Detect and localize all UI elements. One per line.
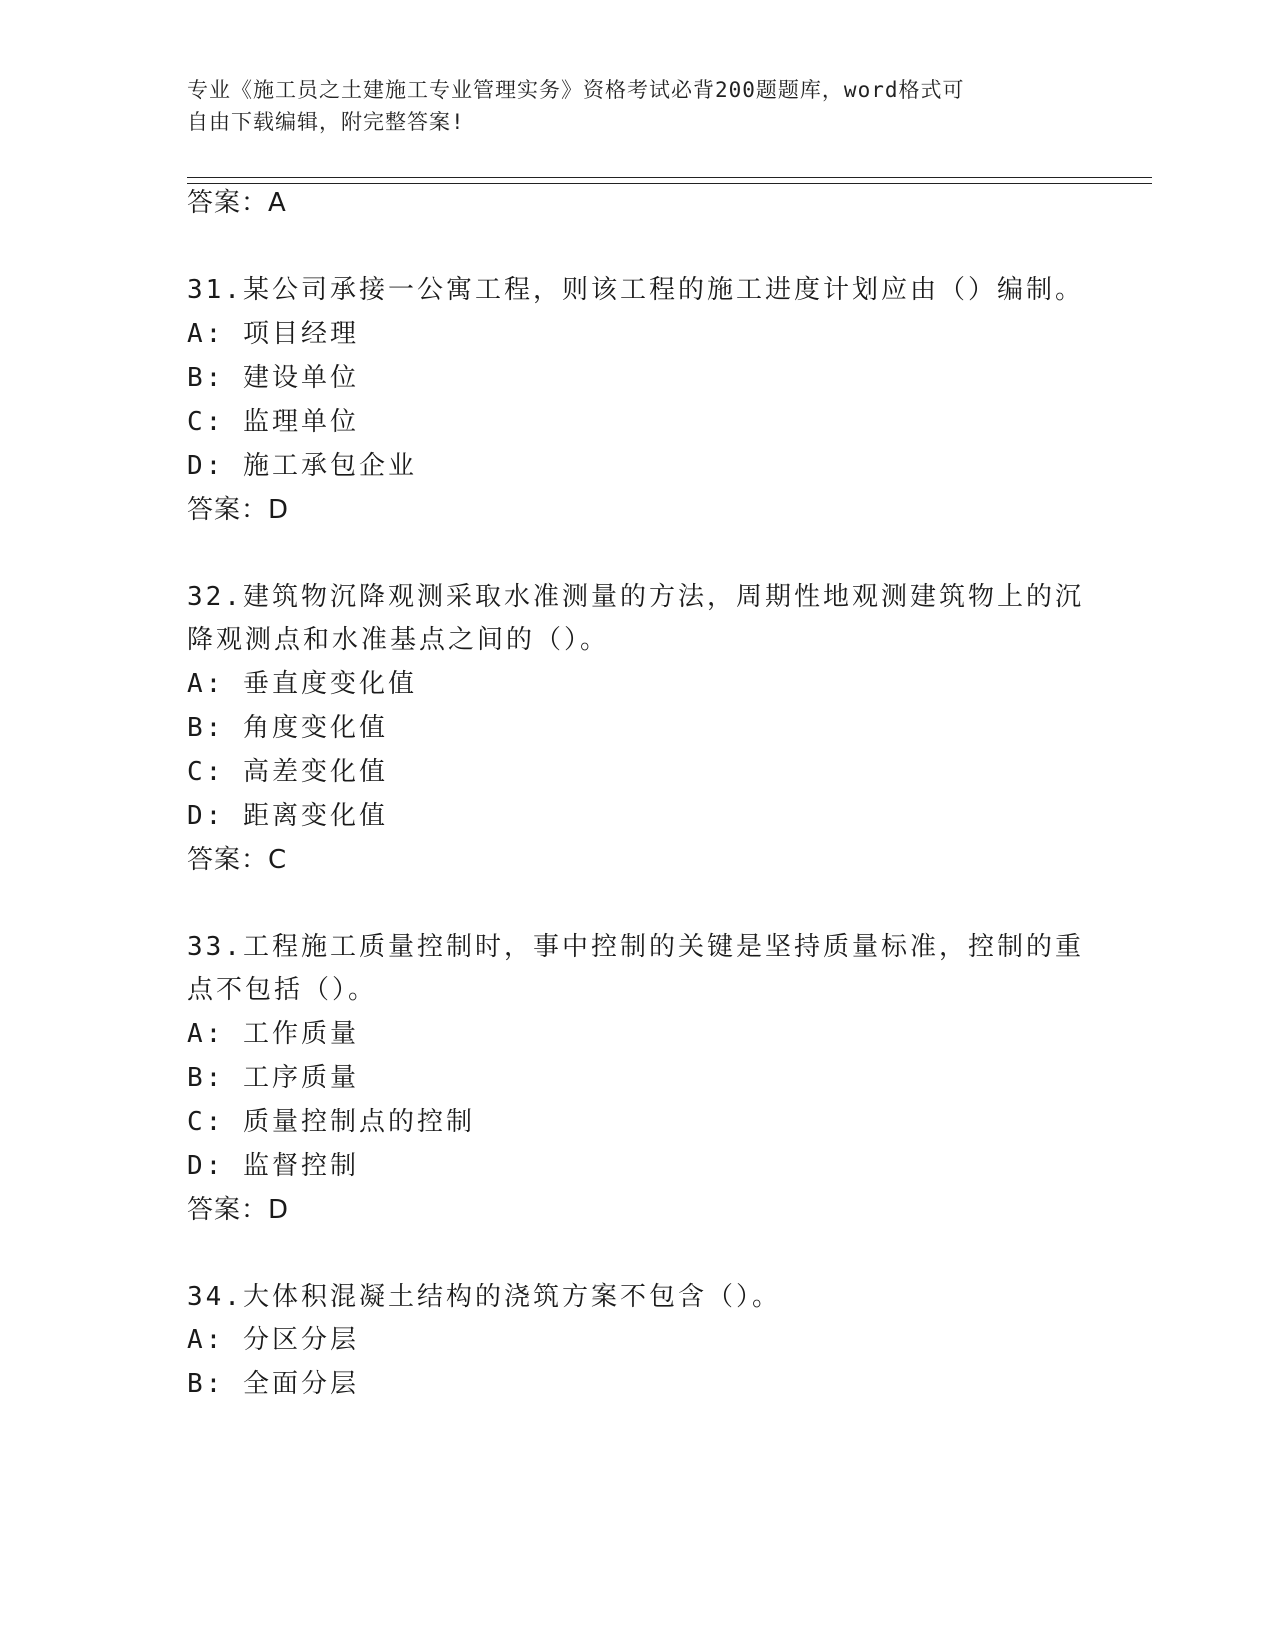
question-31-answer: 答案：D [187,495,290,525]
question-33-text-line-2: 点不包括（）。 [187,975,378,1005]
question-31-option-d: D: 施工承包企业 [187,451,417,481]
question-32-option-d: D: 距离变化值 [187,801,388,831]
question-33-option-b: B: 工序质量 [187,1063,359,1093]
question-32-text-line-2: 降观测点和水准基点之间的（）。 [187,625,610,655]
question-33-option-d: D: 监督控制 [187,1151,359,1181]
question-32-option-b: B: 角度变化值 [187,713,388,743]
question-31-option-b: B: 建设单位 [187,363,359,393]
question-31-option-a: A: 项目经理 [187,319,359,349]
answer-label: 答案：A [187,188,287,218]
header-title-line-2: 自由下载编辑，附完整答案! [187,110,465,134]
question-34-option-b: B: 全面分层 [187,1369,359,1399]
question-33-option-c: C: 质量控制点的控制 [187,1107,475,1137]
question-34-option-a: A: 分区分层 [187,1325,359,1355]
question-33-text-line-1: 33.工程施工质量控制时，事中控制的关键是坚持质量标准，控制的重 [187,932,1084,962]
question-33-option-a: A: 工作质量 [187,1019,359,1049]
question-32-answer: 答案：C [187,845,288,875]
question-31-option-c: C: 监理单位 [187,407,359,437]
question-32-option-a: A: 垂直度变化值 [187,669,417,699]
question-32-text-line-1: 32.建筑物沉降观测采取水准测量的方法，周期性地观测建筑物上的沉 [187,582,1084,612]
question-31-text: 31.某公司承接一公寓工程，则该工程的施工进度计划应由（）编制。 [187,275,1084,305]
document-header [187,74,1067,138]
question-32-option-c: C: 高差变化值 [187,757,388,787]
header-title-line-1: 专业《施工员之土建施工专业管理实务》资格考试必背200题题库，word格式可 [187,78,965,102]
question-33-answer: 答案：D [187,1195,290,1225]
header-divider [187,177,1152,184]
question-34-text: 34.大体积混凝土结构的浇筑方案不包含（）。 [187,1282,781,1312]
